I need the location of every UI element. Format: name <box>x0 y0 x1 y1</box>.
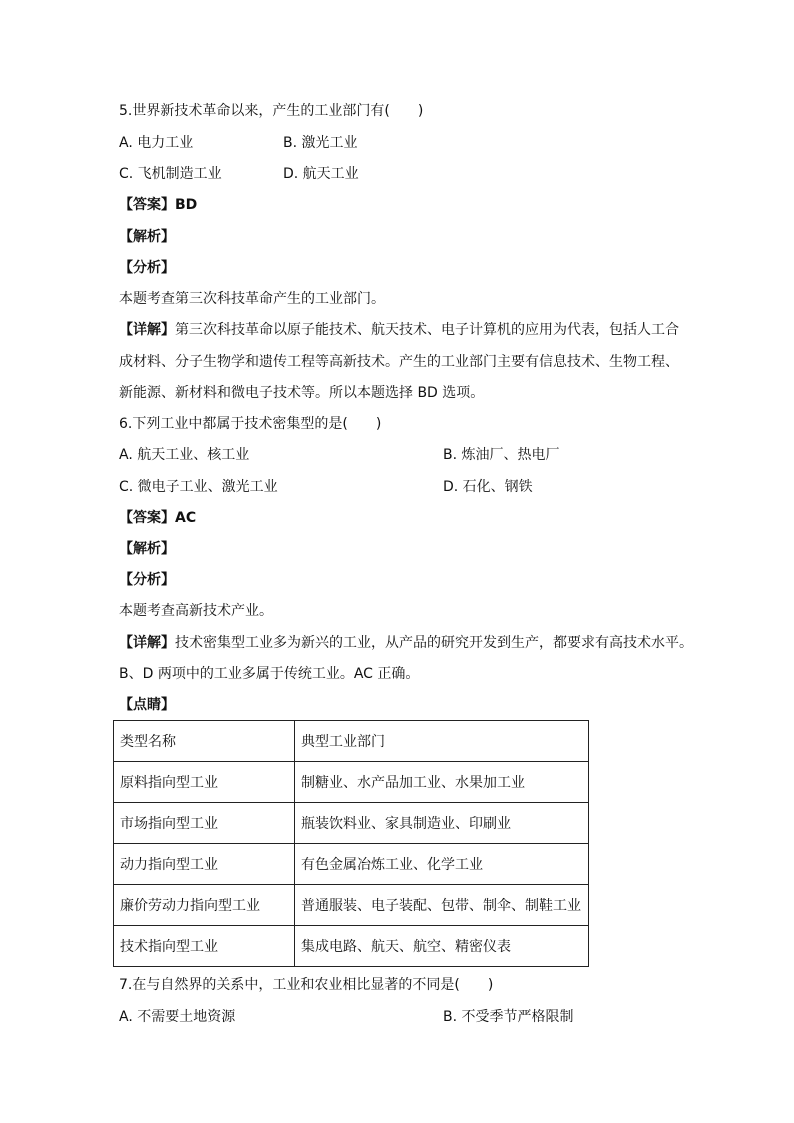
q5-option-a: A. 电力工业 <box>119 135 194 151</box>
q5-option-c: C. 飞机制造工业 <box>119 166 222 182</box>
table-cell: 普通服装、电子装配、包带、制伞、制鞋工业 <box>295 885 589 926</box>
q6-detail-line-2: B、D 两项中的工业多属于传统工业。AC 正确。 <box>119 666 420 682</box>
q6-fenxi-heading: 【分析】 <box>119 572 175 588</box>
q5-detail-line-2: 成材料、分子生物学和遗传工程等高新技术。产生的工业部门主要有信息技术、生物工程、 <box>119 354 679 370</box>
q6-detail-tag: 【详解】 <box>119 635 175 651</box>
table-row <box>114 762 589 803</box>
table-cell: 有色金属冶炼工业、化学工业 <box>295 844 589 885</box>
table-cell: 制糖业、水产品加工业、水果加工业 <box>295 762 589 803</box>
q5-answer: 【答案】BD <box>119 197 198 213</box>
q5-detail-tag: 【详解】 <box>119 322 175 338</box>
q5-jiexi-heading: 【解析】 <box>119 229 175 245</box>
table-cell: 动力指向型工业 <box>114 844 295 885</box>
q6-option-d: D. 石化、钢铁 <box>443 479 533 495</box>
q6-dianjing-heading: 【点睛】 <box>119 697 175 713</box>
industry-type-table <box>113 720 589 967</box>
q6-stem: 6.下列工业中都属于技术密集型的是( ) <box>119 416 382 432</box>
q7-option-b: B. 不受季节严格限制 <box>443 1009 574 1025</box>
table-row <box>114 844 589 885</box>
q7-stem: 7.在与自然界的关系中，工业和农业相比显著的不同是( ) <box>119 977 494 993</box>
table-row <box>114 926 589 967</box>
q6-option-c: C. 微电子工业、激光工业 <box>119 479 278 495</box>
q5-summary: 本题考查第三次科技革命产生的工业部门。 <box>119 291 385 307</box>
q5-detail-text-1: 第三次科技革命以原子能技术、航天技术、电子计算机的应用为代表，包括人工合 <box>175 322 679 338</box>
table-header-cell: 类型名称 <box>114 721 295 762</box>
table-cell: 原料指向型工业 <box>114 762 295 803</box>
table-cell: 技术指向型工业 <box>114 926 295 967</box>
q6-summary: 本题考查高新技术产业。 <box>119 603 273 619</box>
table-cell: 廉价劳动力指向型工业 <box>114 885 295 926</box>
q5-detail-line-3: 新能源、新材料和微电子技术等。所以本题选择 BD 选项。 <box>119 385 485 401</box>
table-cell: 瓶装饮料业、家具制造业、印刷业 <box>295 803 589 844</box>
q6-option-b: B. 炼油厂、热电厂 <box>443 447 560 463</box>
q5-fenxi-heading: 【分析】 <box>119 260 175 276</box>
q7-option-a: A. 不需要土地资源 <box>119 1009 236 1025</box>
q6-option-a: A. 航天工业、核工业 <box>119 447 250 463</box>
q5-option-d: D. 航天工业 <box>283 166 359 182</box>
table-cell: 市场指向型工业 <box>114 803 295 844</box>
table-row <box>114 803 589 844</box>
q6-detail-line-1 <box>119 633 693 653</box>
q5-stem: 5.世界新技术革命以来，产生的工业部门有( ) <box>119 103 424 119</box>
table-cell: 集成电路、航天、航空、精密仪表 <box>295 926 589 967</box>
table-row <box>114 885 589 926</box>
table-header-row <box>114 721 589 762</box>
table-header-cell: 典型工业部门 <box>295 721 589 762</box>
q6-detail-text-1: 技术密集型工业多为新兴的工业，从产品的研究开发到生产，都要求有高技术水平。 <box>175 635 693 651</box>
q6-jiexi-heading: 【解析】 <box>119 541 175 557</box>
q6-answer: 【答案】AC <box>119 510 197 526</box>
q5-option-b: B. 激光工业 <box>283 135 358 151</box>
q5-detail-line-1 <box>119 320 679 340</box>
